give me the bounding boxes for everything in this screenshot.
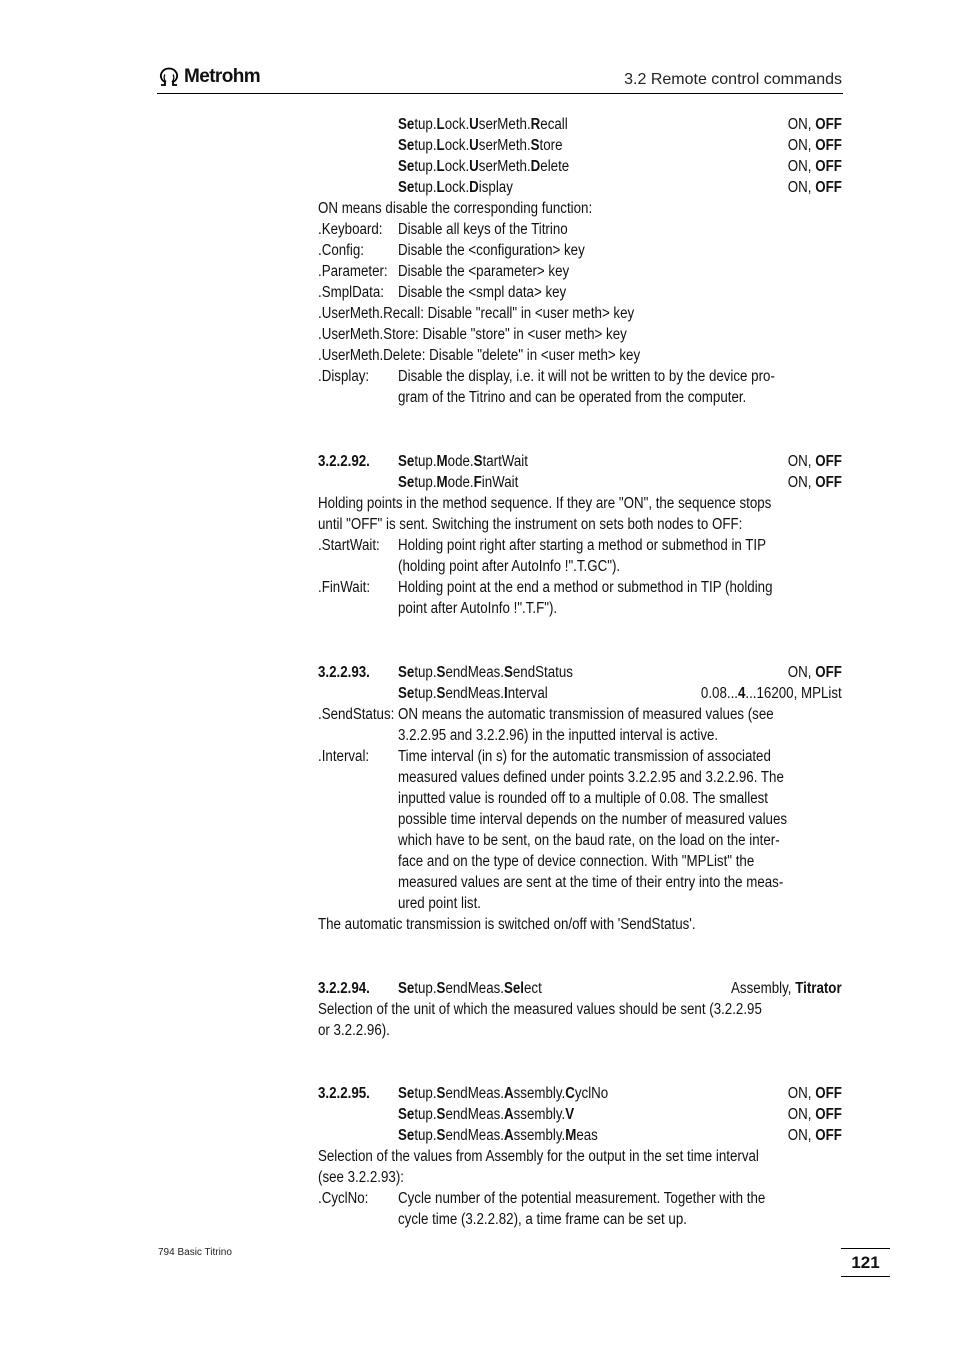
item-description: face and on the type of device connection. With "MPList" the [398,853,755,870]
command-part: tartWait [482,453,528,470]
value-part: ON, [787,664,816,681]
command-value [731,978,842,999]
value-part: OFF [815,664,842,681]
item-label: .Parameter: [318,263,388,280]
command-part: endMeas. [445,664,504,681]
command-part: S [436,685,446,702]
command-part: C [565,1085,575,1102]
page-number: 121 [841,1248,890,1277]
command-value [788,1125,842,1146]
value-part: ON, [787,1106,816,1123]
command-part: M [565,1127,577,1144]
command-part: serMeth. [478,158,531,175]
value-part: OFF [815,474,842,491]
item-label: .Interval: [318,748,370,765]
command-part: tup. [414,179,437,196]
command-part: Se [398,453,415,470]
command-part: ect [524,980,542,997]
omega-logo-icon [158,67,180,87]
command-part: S [436,980,446,997]
command-part: ecall [540,116,568,133]
command-part: endMeas. [445,685,504,702]
item-label: .StartWait: [318,537,380,554]
item-description: point after AutoInfo !".T.F"). [398,600,558,617]
command-name [398,451,528,472]
section-number: 3.2.2.95. [318,1085,370,1102]
command-part: Se [398,158,415,175]
value-part: OFF [815,1085,842,1102]
metrohm-logo [158,66,260,88]
header-rule [157,93,843,94]
value-part: OFF [815,116,842,133]
command-part: S [436,1085,446,1102]
value-part: Titrator [795,980,842,997]
item-description: Disable the <smpl data> key [398,284,567,301]
item-description: measured values defined under points 3.2.2.95 and 3.2.2.96. The [398,769,784,786]
command-part: ode. [447,453,474,470]
item-description: Holding point at the end a method or submethod in TIP (holding [398,579,773,596]
item-description: Disable all keys of the Titrino [398,221,568,238]
value-part: ON, [787,1127,816,1144]
paragraph: until "OFF" is sent. Switching the instrument on sets both nodes to OFF: [318,516,743,533]
command-part: Se [398,179,415,196]
command-name [398,1125,598,1146]
paragraph: (see 3.2.2.93): [318,1169,404,1186]
command-name [398,662,573,683]
command-part: Se [398,1085,415,1102]
command-part: eas [576,1127,598,1144]
item-description: Time interval (in s) for the automatic transmission of associated [398,748,771,765]
command-part: tore [539,137,563,154]
value-part: OFF [815,137,842,154]
command-part: tup. [414,474,437,491]
value-part: OFF [815,1106,842,1123]
command-part: endStatus [512,664,573,681]
command-part: tup. [414,685,437,702]
command-part: tup. [414,137,437,154]
command-value [788,451,842,472]
command-part: S [473,453,483,470]
command-name [398,1104,574,1125]
value-part: ON, [787,1085,816,1102]
command-part: endMeas. [445,1106,504,1123]
item-description: Holding point right after starting a method or submethod in TIP [398,537,767,554]
command-part: serMeth. [478,137,531,154]
command-part: Se [398,980,415,997]
command-part: ock. [444,116,470,133]
command-part: endMeas. [445,1127,504,1144]
command-part: tup. [414,1106,437,1123]
item-description: Disable the display, i.e. it will not be written to by the device pro- [398,368,775,385]
command-part: ock. [444,158,470,175]
command-part: U [469,158,479,175]
command-part: tup. [414,1085,437,1102]
logo-text: Metrohm [184,66,261,87]
value-part: OFF [815,179,842,196]
item-description: which have to be sent, on the baud rate, on the load on the inter- [398,832,780,849]
command-part: S [436,1127,446,1144]
command-part: ssembly. [513,1106,566,1123]
command-value [788,156,842,177]
command-part: S [436,1106,446,1123]
command-name [398,1083,608,1104]
command-part: U [469,116,479,133]
command-part: Se [398,1127,415,1144]
item-description: cycle time (3.2.2.82), a time frame can be set up. [398,1211,687,1228]
command-value [788,177,842,198]
command-part: elete [540,158,570,175]
command-part: Se [398,685,415,702]
item-description: 3.2.2.95 and 3.2.2.96) in the inputted interval is active. [398,727,719,744]
command-part: tup. [414,453,437,470]
paragraph: or 3.2.2.96). [318,1022,390,1039]
command-part: S [436,664,446,681]
command-part: tup. [414,980,437,997]
item-description: Disable the <parameter> key [398,263,570,280]
command-part: R [530,116,541,133]
command-part: tup. [414,664,437,681]
value-part: ON, [787,158,816,175]
command-part: A [503,1106,514,1123]
command-part: D [469,179,479,196]
item-description: Disable the <configuration> key [398,242,585,259]
item-description: measured values are sent at the time of their entry into the meas- [398,874,784,891]
item-description: (holding point after AutoInfo !".T.GC"). [398,558,621,575]
command-part: Se [398,137,415,154]
command-name [398,114,568,135]
value-part: OFF [815,158,842,175]
command-part: L [436,116,445,133]
command-part: ock. [444,179,470,196]
command-part: L [436,158,445,175]
command-part: ssembly. [513,1085,566,1102]
command-name [398,683,548,704]
value-part: ON, [787,179,816,196]
value-part: ON, [787,137,816,154]
command-part: I [503,685,508,702]
command-part: A [503,1127,514,1144]
item-label: .Keyboard: [318,221,383,238]
value-part: ...16200, MPList [745,685,842,702]
command-part: tup. [414,1127,437,1144]
command-part: Se [398,1106,415,1123]
command-value [788,1083,842,1104]
product-name: 794 Basic Titrino [158,1247,232,1258]
command-part: D [530,158,541,175]
command-part: U [469,137,479,154]
command-name [398,135,563,156]
item-label: .CyclNo: [318,1190,369,1207]
command-part: A [503,1085,514,1102]
command-part: yclNo [574,1085,609,1102]
command-part: S [503,664,513,681]
item-description: ured point list. [398,895,481,912]
command-part: serMeth. [478,116,531,133]
command-part: endMeas. [445,980,504,997]
value-part: OFF [815,453,842,470]
value-part: 0.08... [701,685,739,702]
paragraph: ON means disable the corresponding function: [318,200,593,217]
command-value [701,683,842,704]
item-label: .UserMeth.Store: Disable "store" in <user meth> key [318,326,627,343]
command-part: Se [398,664,415,681]
item-description: Cycle number of the potential measurement. Together with the [398,1190,766,1207]
command-name [398,978,542,999]
paragraph: Selection of the values from Assembly for the output in the set time interval [318,1148,759,1165]
command-value [788,662,842,683]
command-part: endMeas. [445,1085,504,1102]
section-title: 3.2 Remote control commands [624,71,842,88]
item-label: .UserMeth.Recall: Disable "recall" in <user meth> key [318,305,635,322]
command-part: tup. [414,116,437,133]
command-name [398,156,569,177]
command-part: F [473,474,482,491]
value-part: ON, [787,453,816,470]
command-part: isplay [478,179,513,196]
command-part: ssembly. [513,1127,566,1144]
command-value [788,114,842,135]
paragraph: Selection of the unit of which the measured values should be sent (3.2.2.95 [318,1001,762,1018]
paragraph: The automatic transmission is switched on/off with 'SendStatus'. [318,916,696,933]
command-part: M [436,453,448,470]
item-label: .FinWait: [318,579,371,596]
command-name [398,472,518,493]
command-part: inWait [481,474,519,491]
command-part: M [436,474,448,491]
command-part: tup. [414,158,437,175]
item-label: .Config: [318,242,364,259]
command-value [788,472,842,493]
command-part: V [565,1106,575,1123]
section-number: 3.2.2.93. [318,664,370,681]
value-part: 4 [738,685,746,702]
item-label: .SendStatus: ON means the automatic transmission of measured values (see [318,706,774,723]
command-part: ock. [444,137,470,154]
value-part: Assembly, [731,980,796,997]
item-label: .UserMeth.Delete: Disable "delete" in <user meth> key [318,347,641,364]
item-label: .Display: [318,368,370,385]
value-part: ON, [787,474,816,491]
section-number: 3.2.2.92. [318,453,370,470]
item-description: gram of the Titrino and can be operated from the computer. [398,389,747,406]
item-description: possible time interval depends on the number of measured values [398,811,788,828]
command-part: ode. [447,474,474,491]
command-part: Sel [503,980,525,997]
command-name [398,177,513,198]
command-part: nterval [507,685,548,702]
value-part: OFF [815,1127,842,1144]
command-value [788,135,842,156]
command-part: Se [398,116,415,133]
command-part: L [436,137,445,154]
item-description: inputted value is rounded off to a multiple of 0.08. The smallest [398,790,769,807]
command-part: S [530,137,540,154]
section-number: 3.2.2.94. [318,980,370,997]
command-value [788,1104,842,1125]
paragraph: Holding points in the method sequence. If they are "ON", the sequence stops [318,495,772,512]
command-part: Se [398,474,415,491]
command-part: L [436,179,445,196]
item-label: .SmplData: [318,284,384,301]
value-part: ON, [787,116,816,133]
